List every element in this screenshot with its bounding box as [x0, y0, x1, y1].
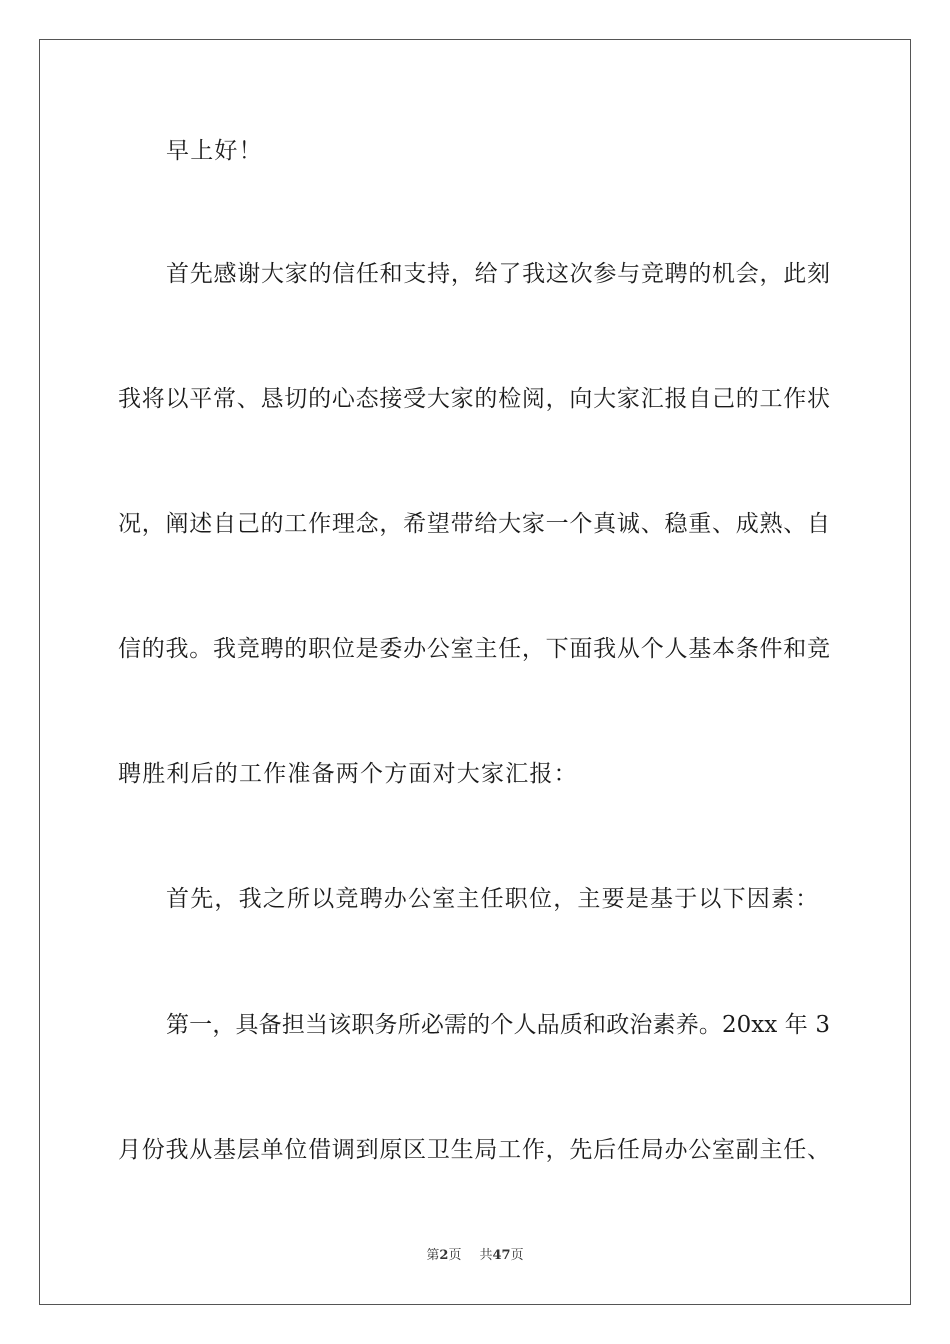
paragraph-line: 月份我从基层单位借调到原区卫生局工作，先后任局办公室副主任、 [118, 1137, 830, 1163]
paragraph-line: 信的我。我竞聘的职位是委办公室主任，下面我从个人基本条件和竞 [118, 636, 830, 662]
paragraph-line: 第一，具备担当该职务所必需的个人品质和政治素养。20xx 年 3 [166, 1012, 830, 1038]
greeting-line: 早上好！ [166, 138, 263, 164]
total-prefix: 共 [479, 1248, 493, 1263]
page-suffix: 页 [448, 1248, 462, 1263]
page-number: 2 [439, 1248, 449, 1263]
paragraph-line: 我将以平常、恳切的心态接受大家的检阅，向大家汇报自己的工作状 [118, 386, 830, 412]
paragraph-line: 首先，我之所以竞聘办公室主任职位，主要是基于以下因素： [166, 886, 820, 912]
page-prefix: 第 [426, 1248, 440, 1263]
paragraph-line: 首先感谢大家的信任和支持，给了我这次参与竞聘的机会，此刻 [166, 261, 830, 287]
page-footer [0, 1247, 950, 1265]
total-suffix: 页 [510, 1248, 524, 1263]
total-pages: 47 [492, 1248, 511, 1263]
paragraph-line: 况，阐述自己的工作理念，希望带给大家一个真诚、稳重、成熟、自 [118, 511, 830, 537]
paragraph-line: 聘胜利后的工作准备两个方面对大家汇报： [118, 761, 578, 787]
page-border [39, 39, 911, 1305]
